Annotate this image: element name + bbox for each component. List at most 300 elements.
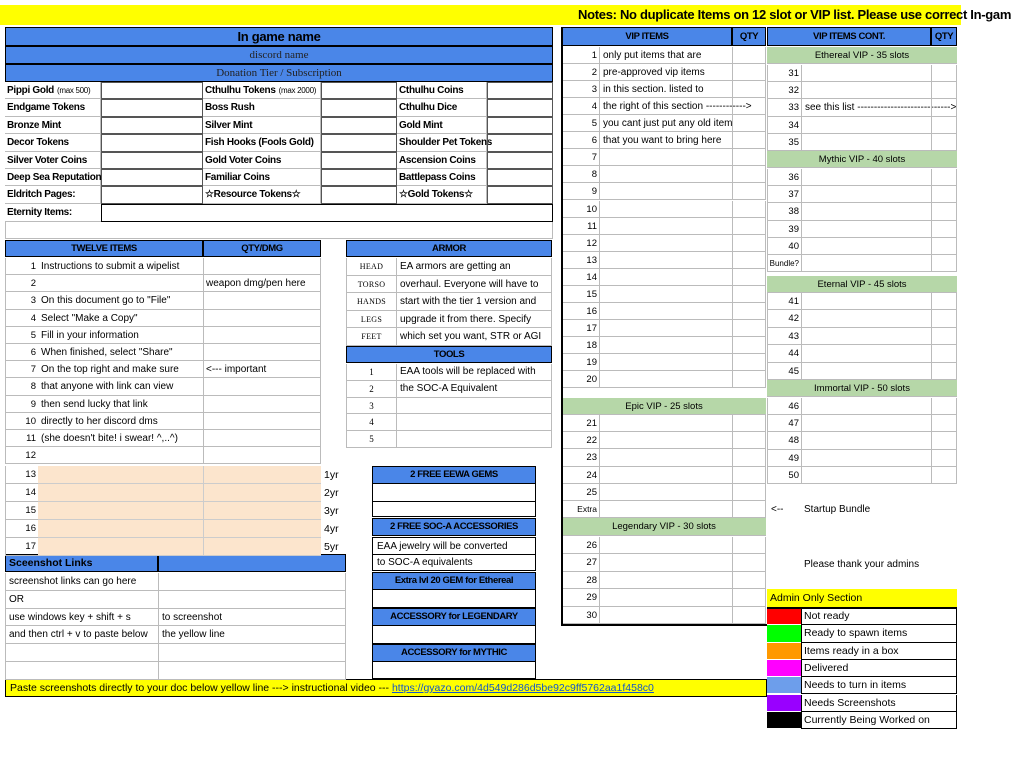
vip-qty-input[interactable] — [732, 47, 766, 64]
vip-item-input[interactable] — [599, 572, 732, 589]
vip-qty-input[interactable] — [732, 572, 766, 589]
vip-item-input[interactable] — [599, 354, 732, 371]
vip-qty-input[interactable] — [732, 269, 766, 286]
blank-row — [5, 222, 553, 239]
currency-value[interactable] — [321, 186, 397, 203]
armor-slot-label: FEET — [346, 328, 396, 346]
vip-item-input[interactable]: only put items that are — [599, 47, 732, 64]
status-color-swatch — [767, 643, 801, 660]
vip2-qty-input[interactable] — [931, 255, 957, 272]
vip-item-input[interactable]: in this section. listed to — [599, 81, 732, 98]
vip-row-number: 1 — [562, 47, 599, 64]
vip2-qty-input[interactable] — [931, 345, 957, 362]
tier-cell[interactable]: Donation Tier / Subscription — [5, 64, 553, 82]
screenshot-link-input[interactable] — [5, 662, 158, 680]
vip2-qty-input[interactable] — [931, 221, 957, 238]
footer-bar — [5, 679, 767, 697]
currency-value[interactable] — [487, 152, 553, 169]
twelve-qty-input[interactable]: <--- important — [203, 361, 321, 378]
extra-gem-input[interactable] — [372, 590, 536, 608]
twelve-row-number: 8 — [5, 378, 38, 395]
vip2-item-input[interactable] — [801, 432, 931, 449]
tool-input[interactable] — [396, 398, 552, 415]
vip-item-input[interactable] — [599, 218, 732, 235]
status-color-swatch — [767, 608, 801, 625]
vip-qty-input[interactable] — [732, 467, 766, 484]
armor-input[interactable]: EA armors are getting an — [396, 258, 552, 276]
currency-label: Silver Voter Coins — [5, 152, 101, 169]
epic-section-header: Epic VIP - 25 slots — [562, 398, 766, 415]
twelve-qty-input[interactable] — [203, 344, 321, 361]
currency-max: (max 500) — [57, 86, 91, 95]
vip2-item-input[interactable] — [801, 238, 931, 255]
ethereal-section-header: Ethereal VIP - 35 slots — [767, 47, 957, 64]
twelve-row-number: 3 — [5, 292, 38, 309]
vip-qty-input[interactable] — [732, 371, 766, 388]
currency-label: Cthulhu Coins — [397, 82, 487, 99]
twelve-item-input[interactable]: When finished, select "Share" — [38, 344, 203, 361]
currency-value[interactable] — [487, 134, 553, 151]
screenshot-link-input[interactable]: the yellow line — [158, 626, 346, 644]
armor-input[interactable]: overhaul. Everyone will have to — [396, 276, 552, 294]
twelve-qty-input[interactable] — [203, 310, 321, 327]
tool-input[interactable] — [396, 414, 552, 431]
screenshot-header-right — [158, 554, 346, 572]
twelve-row-number: 13 — [5, 466, 38, 484]
vip2-item-input[interactable] — [801, 328, 931, 345]
currency-value[interactable] — [101, 134, 203, 151]
vip2-item-input[interactable] — [801, 117, 931, 134]
twelve-row-number: 15 — [5, 502, 38, 520]
currency-label: Eldritch Pages: — [5, 186, 101, 203]
currency-value[interactable] — [487, 82, 553, 99]
vip2-qty-input[interactable] — [931, 82, 957, 99]
vip2-row-number: 31 — [767, 65, 801, 82]
screenshot-link-input[interactable] — [158, 573, 346, 591]
twelve-qty-input[interactable] — [203, 396, 321, 413]
vip-qty-input[interactable] — [732, 218, 766, 235]
legendary-section-header: Legendary VIP - 30 slots — [562, 518, 766, 536]
twelve-row-number: 12 — [5, 447, 38, 464]
eternal-section-header: Eternal VIP - 45 slots — [767, 276, 957, 293]
soc-line-2: to SOC-A equivalents — [372, 554, 536, 571]
twelve-qty-input[interactable] — [203, 378, 321, 395]
twelve-row-number: 5 — [5, 327, 38, 344]
admin-top-border — [767, 607, 957, 609]
twelve-item-input[interactable] — [38, 466, 203, 484]
twelve-row-number: 17 — [5, 538, 38, 556]
gems-input[interactable] — [372, 484, 536, 502]
vip-item-input[interactable] — [599, 415, 732, 432]
twelve-row-number: 9 — [5, 396, 38, 413]
vip-item-input[interactable] — [599, 589, 732, 606]
twelve-qty-input[interactable]: weapon dmg/pen here — [203, 275, 321, 292]
twelve-item-input[interactable] — [38, 275, 203, 292]
vip-qty-input[interactable] — [732, 64, 766, 81]
currency-value[interactable] — [487, 186, 553, 203]
twelve-item-input[interactable] — [38, 538, 203, 556]
twelve-qty-input[interactable] — [203, 292, 321, 309]
screenshot-link-input[interactable]: to screenshot — [158, 609, 346, 627]
vip-qty-input[interactable] — [732, 149, 766, 166]
vip-qty-input[interactable] — [732, 235, 766, 252]
vip-item-input[interactable] — [599, 501, 732, 518]
year-label: 5yr — [324, 541, 339, 553]
screenshot-link-input[interactable]: screenshot links can go here — [5, 573, 158, 591]
soc-header: 2 FREE SOC-A ACCESSORIES — [372, 518, 536, 536]
vip2-item-input[interactable] — [801, 169, 931, 186]
vip-item-input[interactable]: pre-approved vip items — [599, 64, 732, 81]
eternity-input[interactable] — [101, 204, 553, 222]
screenshot-link-input[interactable]: OR — [5, 591, 158, 609]
vip-row-number: 28 — [562, 572, 599, 589]
screenshot-header: Sceenshot Links — [5, 554, 158, 572]
vip2-item-input[interactable] — [801, 186, 931, 203]
twelve-qty-input[interactable] — [203, 538, 321, 556]
vip2-item-input[interactable] — [801, 310, 931, 327]
currency-value[interactable] — [101, 169, 203, 186]
vip2-qty-input[interactable] — [931, 65, 957, 82]
tool-number: 1 — [346, 364, 396, 381]
screenshot-link-input[interactable] — [158, 591, 346, 609]
vip-qty-input[interactable] — [732, 589, 766, 606]
currency-value[interactable] — [101, 186, 203, 203]
armor-slot-label: LEGS — [346, 311, 396, 329]
vip2-row-number: 35 — [767, 134, 801, 151]
currency-value[interactable] — [101, 152, 203, 169]
tool-number: 3 — [346, 398, 396, 415]
vip-qty-input[interactable] — [732, 81, 766, 98]
twelve-item-input[interactable]: Instructions to submit a wipelist — [38, 258, 203, 275]
twelve-qty-input[interactable] — [203, 447, 321, 464]
year-label: 4yr — [324, 523, 339, 535]
currency-label: Ascension Coins — [397, 152, 487, 169]
vip2-item-input[interactable] — [801, 82, 931, 99]
vip-qty-input[interactable] — [732, 415, 766, 432]
twelve-item-input[interactable]: (she doesn't bite! i swear! ^,..^) — [38, 430, 203, 447]
vip2-qty-input[interactable] — [931, 450, 957, 467]
vip-item-input[interactable] — [599, 449, 732, 466]
vip-row-number: 22 — [562, 432, 599, 449]
vip2-item-input[interactable] — [801, 467, 931, 484]
screenshot-link-input[interactable] — [5, 644, 158, 662]
twelve-item-input[interactable]: directly to her discord dms — [38, 413, 203, 430]
vip2-item-input[interactable] — [801, 363, 931, 380]
vip-row-number: 10 — [562, 201, 599, 218]
immortal-section-header: Immortal VIP - 50 slots — [767, 380, 957, 397]
tool-number: 5 — [346, 431, 396, 448]
currency-max: (max 2000) — [278, 86, 317, 95]
vip-item-input[interactable] — [599, 166, 732, 183]
twelve-item-input[interactable] — [38, 484, 203, 502]
currency-label: Silver Mint — [203, 117, 321, 134]
vip2-item-input[interactable]: see this list ----------------------------> — [801, 99, 931, 116]
status-label: Needs Screenshots — [801, 695, 957, 712]
vip2-item-input[interactable] — [801, 415, 931, 432]
vip2-qty-input[interactable] — [931, 293, 957, 310]
currency-value[interactable] — [321, 134, 397, 151]
vip-item-input[interactable]: you cant just put any old item — [599, 115, 732, 132]
year-label: 1yr — [324, 469, 339, 481]
twelve-row-number: 11 — [5, 430, 38, 447]
twelve-row-number: 10 — [5, 413, 38, 430]
vip-qty-input[interactable] — [732, 354, 766, 371]
vip-item-input[interactable] — [599, 467, 732, 484]
currency-value[interactable] — [487, 169, 553, 186]
currency-value[interactable] — [101, 82, 203, 99]
vip-item-input[interactable] — [599, 286, 732, 303]
vip2-item-input[interactable] — [801, 255, 931, 272]
vip2-item-input[interactable] — [801, 293, 931, 310]
twelve-qty-input[interactable] — [203, 484, 321, 502]
currency-label: Pippi Gold (max 500) — [5, 82, 101, 99]
vip2-row-number: 33 — [767, 99, 801, 116]
twelve-qty-input[interactable] — [203, 466, 321, 484]
currency-value[interactable] — [321, 99, 397, 116]
status-color-swatch — [767, 625, 801, 642]
acc-mythic-input[interactable] — [372, 662, 536, 679]
currency-label: Boss Rush — [203, 99, 321, 116]
vip-qty-input[interactable] — [732, 484, 766, 501]
vip-qty-input[interactable] — [732, 166, 766, 183]
vip-row-number: 27 — [562, 554, 599, 571]
screenshot-link-input[interactable]: and then ctrl + v to paste below — [5, 626, 158, 644]
vip-qty-input[interactable] — [732, 607, 766, 624]
vip2-qty-input[interactable] — [931, 467, 957, 484]
vip2-qty-input[interactable] — [931, 363, 957, 380]
twelve-row-number: 16 — [5, 520, 38, 538]
vip-left-border — [561, 27, 563, 626]
currency-value[interactable] — [321, 117, 397, 134]
vip-item-input[interactable] — [599, 183, 732, 200]
vip-item-input[interactable]: the right of this section ------------> — [599, 98, 732, 115]
currency-label: Battlepass Coins — [397, 169, 487, 186]
vip-row-number: 19 — [562, 354, 599, 371]
twelve-item-input[interactable] — [38, 502, 203, 520]
vip-item-input[interactable] — [599, 235, 732, 252]
screenshot-link-input[interactable] — [158, 644, 346, 662]
twelve-qty-input[interactable] — [203, 327, 321, 344]
vip-item-input[interactable] — [599, 149, 732, 166]
tools-header: TOOLS — [346, 346, 552, 363]
currency-value[interactable] — [101, 117, 203, 134]
vip2-qty-input[interactable] — [931, 310, 957, 327]
status-color-swatch — [767, 695, 801, 712]
vip-qty-header: QTY — [732, 27, 766, 46]
vip2-row-number: 50 — [767, 467, 801, 484]
vip2-row-number: 48 — [767, 432, 801, 449]
vip-item-input[interactable] — [599, 554, 732, 571]
vip2-row-number: 34 — [767, 117, 801, 134]
thanks-text: Please thank your admins — [804, 559, 920, 570]
vip-item-input[interactable] — [599, 201, 732, 218]
status-label: Delivered — [801, 660, 957, 677]
twelve-row-number: 14 — [5, 484, 38, 502]
vip-item-input[interactable] — [599, 337, 732, 354]
vip-row-number: 16 — [562, 303, 599, 320]
tool-input[interactable]: the SOC-A Equivalent — [396, 381, 552, 398]
vip-row-number: 13 — [562, 252, 599, 269]
twelve-qty-input[interactable] — [203, 258, 321, 275]
vip2-item-input[interactable] — [801, 134, 931, 151]
currency-value[interactable] — [321, 82, 397, 99]
vip-row-number: 21 — [562, 415, 599, 432]
vip-qty-input[interactable] — [732, 286, 766, 303]
vip-qty-input[interactable] — [732, 183, 766, 200]
twelve-qty-input[interactable] — [203, 520, 321, 538]
vip2-row-number: 32 — [767, 82, 801, 99]
vip2-row-number: 43 — [767, 328, 801, 345]
gems-input-2[interactable] — [372, 502, 536, 517]
vip-row-number: 8 — [562, 166, 599, 183]
vip2-header: VIP ITEMS CONT. — [767, 27, 931, 46]
vip2-qty-input[interactable] — [931, 432, 957, 449]
vip-item-input[interactable] — [599, 371, 732, 388]
tool-input[interactable]: EAA tools will be replaced with — [396, 364, 552, 381]
status-label: Items ready in a box — [801, 643, 957, 660]
tool-input[interactable] — [396, 431, 552, 448]
twelve-item-input[interactable] — [38, 447, 203, 464]
vip-row-number: 11 — [562, 218, 599, 235]
twelve-qty-input[interactable] — [203, 413, 321, 430]
vip-item-input[interactable] — [599, 537, 732, 554]
status-label: Needs to turn in items — [801, 677, 957, 694]
eternity-label: Eternity Items: — [5, 204, 101, 222]
tool-number: 2 — [346, 381, 396, 398]
twelve-item-input[interactable]: On this document go to "File" — [38, 292, 203, 309]
vip2-item-input[interactable] — [801, 398, 931, 415]
vip-qty-input[interactable] — [732, 432, 766, 449]
footer-video-link[interactable]: https://gyazo.com/4d549d286d5be92c9ff5762aa1f458c0 — [391, 682, 654, 694]
vip-item-input[interactable] — [599, 269, 732, 286]
vip-row-number: 20 — [562, 371, 599, 388]
vip-qty-input[interactable] — [732, 554, 766, 571]
vip-row-number: 4 — [562, 98, 599, 115]
vip-qty-input[interactable] — [732, 303, 766, 320]
twelve-item-input[interactable]: Select "Make a Copy" — [38, 310, 203, 327]
twelve-item-input[interactable]: Fill in your information — [38, 327, 203, 344]
vip-qty-input[interactable] — [732, 449, 766, 466]
vip2-row-number: 37 — [767, 186, 801, 203]
twelve-item-input[interactable] — [38, 520, 203, 538]
vip-qty-input[interactable] — [732, 132, 766, 149]
currency-value[interactable] — [101, 99, 203, 116]
vip2-qty-input[interactable] — [931, 186, 957, 203]
discord-cell[interactable]: discord name — [5, 46, 553, 64]
ign-cell[interactable]: In game name — [5, 27, 553, 46]
notes-text: Notes: No duplicate Items on 12 slot or VIP list. Please use correct In-gam — [578, 7, 1011, 22]
vip-row-number: 25 — [562, 484, 599, 501]
vip-row-number: 17 — [562, 320, 599, 337]
vip2-qty-input[interactable] — [931, 203, 957, 220]
currency-label: Bronze Mint — [5, 117, 101, 134]
armor-input[interactable]: start with the tier 1 version and — [396, 293, 552, 311]
vip2-row-number: 49 — [767, 450, 801, 467]
twelve-item-input[interactable]: that anyone with link can view — [38, 378, 203, 395]
vip-qty-input[interactable] — [732, 501, 766, 518]
vip2-item-input[interactable] — [801, 65, 931, 82]
vip2-qty-input[interactable] — [931, 415, 957, 432]
currency-label: Deep Sea Reputation — [5, 169, 101, 186]
twelve-qty-input[interactable] — [203, 430, 321, 447]
vip-row-number: 7 — [562, 149, 599, 166]
vip-item-input[interactable] — [599, 432, 732, 449]
vip-qty-input[interactable] — [732, 320, 766, 337]
twelve-row-number: 7 — [5, 361, 38, 378]
vip-qty-input[interactable] — [732, 337, 766, 354]
vip2-item-input[interactable] — [801, 450, 931, 467]
status-label: Currently Being Worked on — [801, 712, 957, 729]
currency-label: Decor Tokens — [5, 134, 101, 151]
footer-text: Paste screenshots directly to your doc below yellow line ---> instructional video --- — [10, 682, 392, 694]
screenshot-link-input[interactable] — [158, 662, 346, 680]
mythic-section-header: Mythic VIP - 40 slots — [767, 151, 957, 168]
year-label: 3yr — [324, 505, 339, 517]
vip2-qty-input[interactable] — [931, 99, 957, 116]
vip-item-input[interactable] — [599, 320, 732, 337]
currency-value[interactable] — [487, 99, 553, 116]
twelve-qty-header: QTY/DMG — [203, 240, 321, 257]
vip2-item-input[interactable] — [801, 203, 931, 220]
vip2-qty-input[interactable] — [931, 134, 957, 151]
vip2-qty-input[interactable] — [931, 117, 957, 134]
twelve-qty-input[interactable] — [203, 502, 321, 520]
vip-item-input[interactable] — [599, 303, 732, 320]
currency-value[interactable] — [321, 169, 397, 186]
currency-label: ☆Resource Tokens☆ — [203, 186, 321, 203]
vip2-qty-input[interactable] — [931, 238, 957, 255]
vip-qty-input[interactable] — [732, 252, 766, 269]
vip2-item-input[interactable] — [801, 221, 931, 238]
startup-arrow: <-- — [771, 504, 784, 515]
vip2-qty-input[interactable] — [931, 169, 957, 186]
armor-input[interactable]: which set you want, STR or AGI — [396, 328, 552, 346]
twelve-item-input[interactable]: On the top right and make sure — [38, 361, 203, 378]
vip-item-input[interactable] — [599, 252, 732, 269]
vip2-row-number: 47 — [767, 415, 801, 432]
currency-label: Cthulhu Dice — [397, 99, 487, 116]
vip-qty-input[interactable] — [732, 537, 766, 554]
status-label: Ready to spawn items — [801, 625, 957, 642]
vip2-row-number: 36 — [767, 169, 801, 186]
vip2-qty-input[interactable] — [931, 398, 957, 415]
vip2-qty-header: QTY — [931, 27, 957, 46]
screenshot-link-input[interactable]: use windows key + shift + s — [5, 609, 158, 627]
vip-row-number: 23 — [562, 449, 599, 466]
vip-item-input[interactable] — [599, 607, 732, 624]
vip-qty-input[interactable] — [732, 201, 766, 218]
currency-label: ☆Gold Tokens☆ — [397, 186, 487, 203]
twelve-item-input[interactable]: then send lucky that link — [38, 396, 203, 413]
armor-input[interactable]: upgrade it from there. Specify — [396, 311, 552, 329]
vip2-qty-input[interactable] — [931, 328, 957, 345]
acc-mythic-header: ACCESSORY for MYTHIC — [372, 644, 536, 662]
currency-value[interactable] — [321, 152, 397, 169]
currency-value[interactable] — [487, 117, 553, 134]
vip-item-input[interactable] — [599, 484, 732, 501]
currency-label: Gold Voter Coins — [203, 152, 321, 169]
vip-item-input[interactable]: that you want to bring here — [599, 132, 732, 149]
admin-header: Admin Only Section — [767, 589, 957, 607]
vip-row-number: 5 — [562, 115, 599, 132]
twelve-row-number: 6 — [5, 344, 38, 361]
status-label: Not ready — [801, 608, 957, 625]
vip2-item-input[interactable] — [801, 345, 931, 362]
vip-qty-input[interactable] — [732, 98, 766, 115]
vip-row-number: 2 — [562, 64, 599, 81]
vip-qty-input[interactable] — [732, 115, 766, 132]
acc-legendary-input[interactable] — [372, 626, 536, 644]
